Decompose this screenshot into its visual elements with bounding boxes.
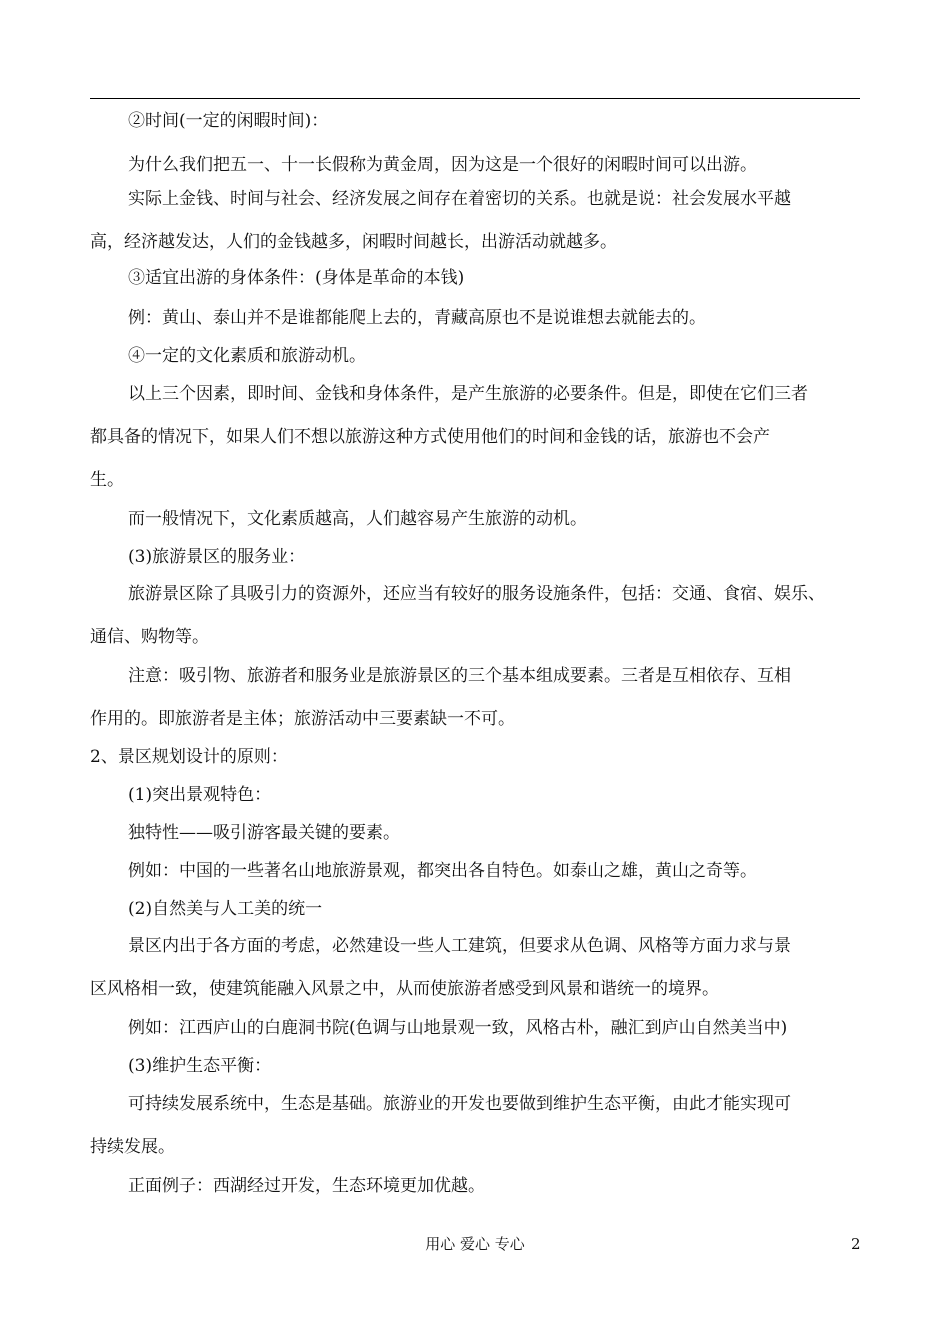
text-line: 注意：吸引物、旅游者和服务业是旅游景区的三个基本组成要素。三者是互相依存、互相 [128, 666, 791, 686]
footer-slogan: 用心 爱心 专心 [425, 1235, 525, 1253]
text-line: 例如：中国的一些著名山地旅游景观，都突出各自特色。如泰山之雄，黄山之奇等。 [128, 861, 757, 881]
text-line: (2)自然美与人工美的统一 [128, 899, 323, 919]
text-line: ③适宜出游的身体条件：(身体是革命的本钱) [128, 268, 465, 288]
text-line: 而一般情况下，文化素质越高，人们越容易产生旅游的动机。 [128, 509, 587, 529]
text-line: 高，经济越发达，人们的金钱越多，闲暇时间越长，出游活动就越多。 [90, 232, 617, 252]
text-line: 例如：江西庐山的白鹿洞书院(色调与山地景观一致，风格古朴，融汇到庐山自然美当中) [128, 1018, 788, 1038]
text-line: 正面例子：西湖经过开发，生态环境更加优越。 [128, 1176, 485, 1196]
header-rule [90, 98, 860, 99]
text-line: 2、景区规划设计的原则： [90, 747, 288, 767]
text-line: 通信、购物等。 [90, 627, 209, 647]
text-line: 旅游景区除了具吸引力的资源外，还应当有较好的服务设施条件，包括：交通、食宿、娱乐、 [128, 584, 825, 604]
text-line: 区风格相一致，使建筑能融入风景之中，从而使旅游者感受到风景和谐统一的境界。 [90, 979, 719, 999]
text-line: 以上三个因素，即时间、金钱和身体条件，是产生旅游的必要条件。但是，即使在它们三者 [128, 384, 808, 404]
text-line: 实际上金钱、时间与社会、经济发展之间存在着密切的关系。也就是说：社会发展水平越 [128, 189, 791, 209]
text-line: 生。 [90, 470, 124, 490]
text-line: 持续发展。 [90, 1137, 175, 1157]
page-number: 2 [851, 1235, 861, 1253]
text-line: 景区内出于各方面的考虑，必然建设一些人工建筑，但要求从色调、风格等方面力求与景 [128, 936, 791, 956]
text-line: ②时间(一定的闲暇时间)： [128, 111, 329, 131]
text-line: (3)旅游景区的服务业： [128, 547, 306, 567]
text-line: (3)维护生态平衡： [128, 1056, 272, 1076]
text-line: 可持续发展系统中，生态是基础。旅游业的开发也要做到维护生态平衡，由此才能实现可 [128, 1094, 791, 1114]
text-line: 例：黄山、泰山并不是谁都能爬上去的，青藏高原也不是说谁想去就能去的。 [128, 308, 706, 328]
text-line: 为什么我们把五一、十一长假称为黄金周，因为这是一个很好的闲暇时间可以出游。 [128, 155, 757, 175]
text-line: 都具备的情况下，如果人们不想以旅游这种方式使用他们的时间和金钱的话，旅游也不会产 [90, 427, 770, 447]
text-line: ④一定的文化素质和旅游动机。 [128, 346, 366, 366]
text-line: 独特性——吸引游客最关键的要素。 [128, 823, 400, 843]
text-line: 作用的。即旅游者是主体；旅游活动中三要素缺一不可。 [90, 709, 515, 729]
text-line: (1)突出景观特色： [128, 785, 272, 805]
